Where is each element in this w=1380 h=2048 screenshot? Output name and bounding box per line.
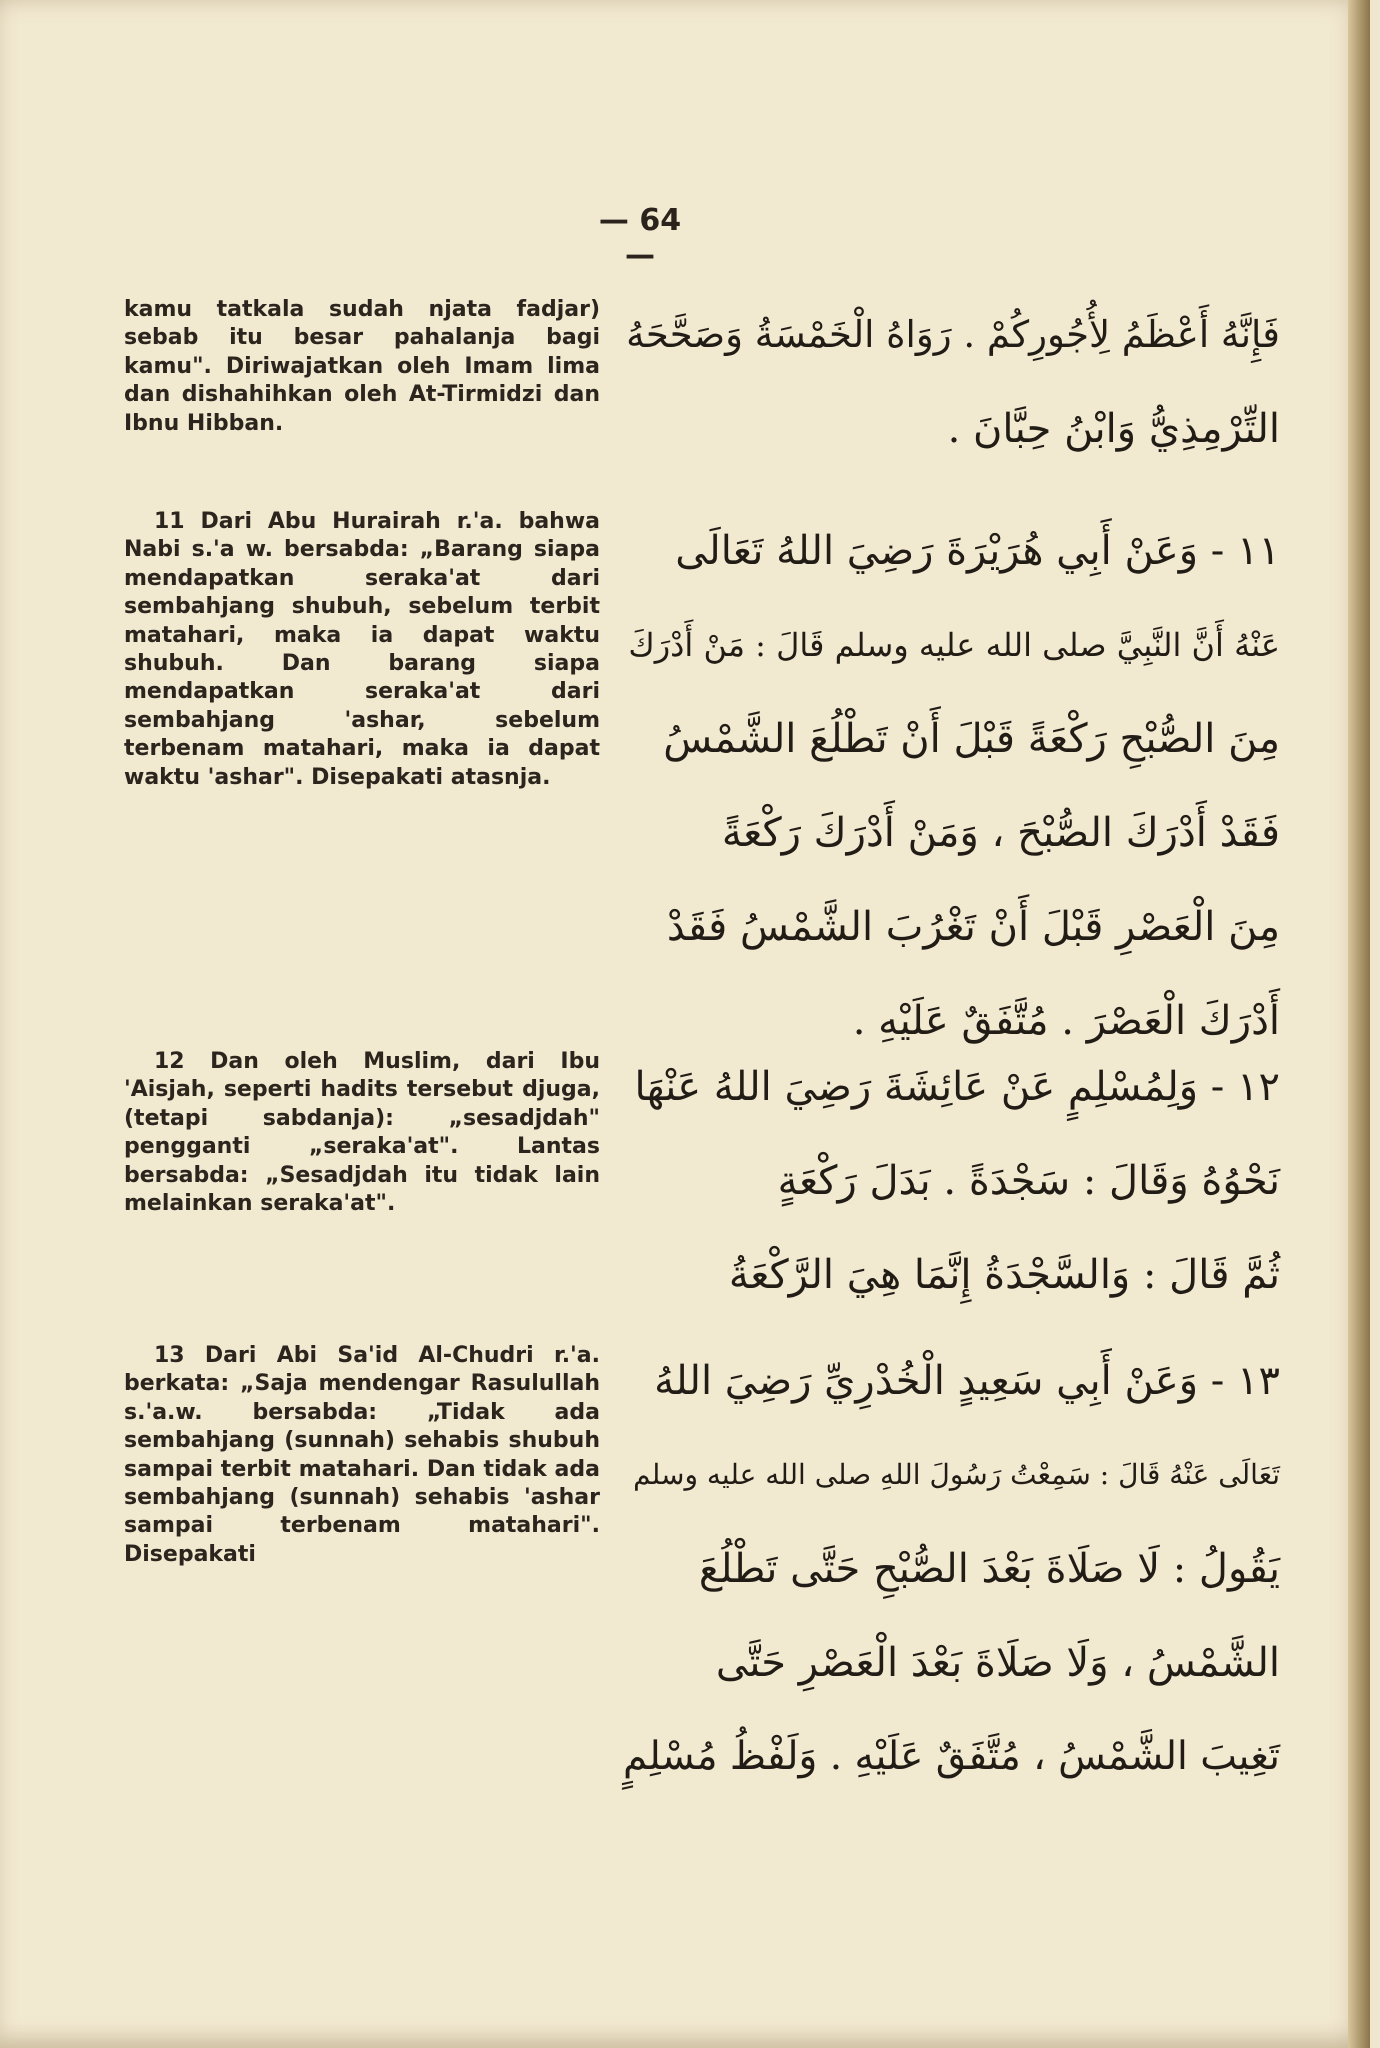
arabic-block-continuation — [620, 288, 1280, 476]
arabic-line: ١٣ - وَعَنْ أَبِي سَعِيدٍ الْخُدْرِيِّ رَضِيَ اللهُ — [654, 1358, 1280, 1404]
arabic-line: ١١ - وَعَنْ أَبِي هُرَيْرَةَ رَضِيَ اللهُ تَعَالَى — [675, 528, 1280, 574]
arabic-line: الشَّمْسُ ، وَلَا صَلَاةَ بَعْدَ الْعَصْرِ حَتَّى — [715, 1640, 1280, 1686]
arabic-block-hadith-11 — [620, 504, 1280, 1068]
translation-paragraph-13: 13 Dari Abi Sa'id Al-Chudri r.'a. berkata: „Saja mendengar Rasulullah s.'a.w. bersabda: „Tidak ada sembahjang (sunnah) sehabis shubuh sampai terbit matahari. Dan tidak ada sembahjang (sunnah) sehabis 'ashar sampai terbenam matahari". Disepakati — [124, 1343, 600, 1567]
arabic-line: تَغِيبَ الشَّمْسُ ، مُتَّفَقٌ عَلَيْهِ . وَلَفْظُ مُسْلِمٍ — [622, 1734, 1280, 1779]
arabic-line: نَحْوُهُ وَقَالَ : سَجْدَةً . بَدَلَ رَكْعَةٍ — [777, 1158, 1280, 1204]
page-number: — 64 — — [598, 203, 682, 273]
arabic-line: فَإِنَّهُ أَعْظَمُ لِأُجُورِكُمْ . رَوَاهُ الْخَمْسَةُ وَصَحَّحَهُ — [626, 313, 1280, 356]
arabic-line: تَعَالَى عَنْهُ قَالَ : سَمِعْتُ رَسُولَ اللهِ صلى الله عليه وسلم — [633, 1458, 1280, 1491]
page-edge — [1348, 0, 1370, 2048]
arabic-line: أَدْرَكَ الْعَصْرَ . مُتَّفَقٌ عَلَيْهِ . — [852, 998, 1280, 1044]
translation-paragraph-continuation: kamu tatkala sudah njata fadjar) sebab itu besar pahalanja bagi kamu". Diriwajatkan oleh Imam lima dan dishahihkan oleh At-Tirmidzi dan Ibnu Hibban. — [124, 297, 600, 436]
arabic-block-hadith-12 — [620, 1040, 1280, 1322]
arabic-line: فَقَدْ أَدْرَكَ الصُّبْحَ ، وَمَنْ أَدْرَكَ رَكْعَةً — [721, 810, 1280, 856]
arabic-line: التِّرْمِذِيُّ وَابْنُ حِبَّانَ . — [947, 406, 1280, 452]
translation-paragraph-12: 12 Dan oleh Muslim, dari Ibu 'Aisjah, seperti hadits tersebut djuga, (tetapi sabdanja): „sesadjdah" pengganti „seraka'at". Lantas bersabda: „Sesadjdah itu tidak lain melainkan seraka'at". — [124, 1049, 600, 1217]
arabic-block-hadith-13 — [620, 1334, 1280, 1804]
arabic-line: ثُمَّ قَالَ : وَالسَّجْدَةُ إِنَّمَا هِيَ الرَّكْعَةُ — [728, 1252, 1280, 1298]
translation-paragraph-11: 11 Dari Abu Hurairah r.'a. bahwa Nabi s.'a w. bersabda: „Barang siapa mendapatkan seraka'at dari sembahjang shubuh, sebelum terbit matahari, maka ia dapat waktu shubuh. Dan barang siapa mendapatkan seraka'at dari sembahjang 'ashar, sebelum terbenam matahari, maka ia dapat waktu 'ashar". Disepakati atasnja. — [124, 509, 600, 790]
arabic-line: يَقُولُ : لَا صَلَاةَ بَعْدَ الصُّبْحِ حَتَّى تَطْلُعَ — [698, 1546, 1280, 1592]
arabic-line: ١٢ - وَلِمُسْلِمٍ عَنْ عَائِشَةَ رَضِيَ اللهُ عَنْهَا — [634, 1064, 1280, 1110]
arabic-line: عَنْهُ أَنَّ النَّبِيَّ صلى الله عليه وسلم قَالَ : مَنْ أَدْرَكَ — [628, 626, 1280, 664]
arabic-line: مِنَ الْعَصْرِ قَبْلَ أَنْ تَغْرُبَ الشَّمْسُ فَقَدْ — [666, 904, 1280, 950]
arabic-line: مِنَ الصُّبْحِ رَكْعَةً قَبْلَ أَنْ تَطْلُعَ الشَّمْسُ — [663, 716, 1280, 762]
